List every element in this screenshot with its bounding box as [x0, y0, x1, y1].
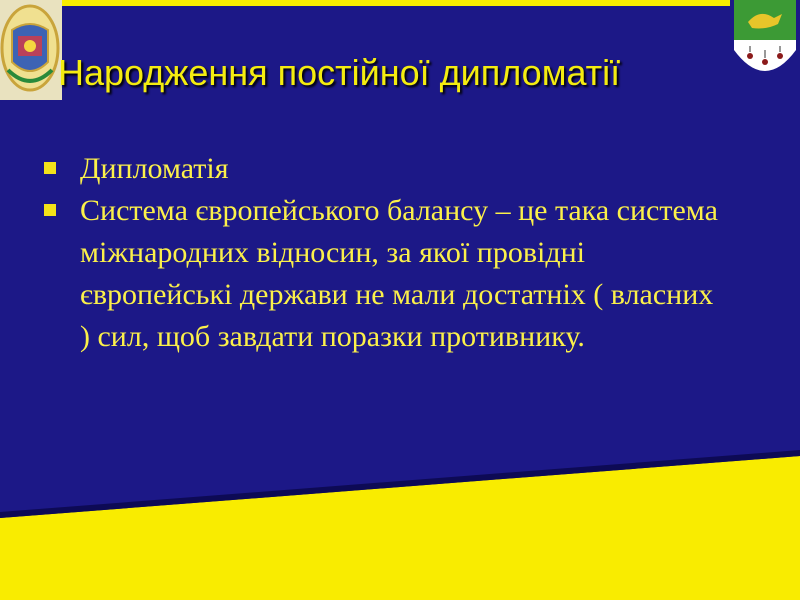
bullet-item — [44, 148, 724, 190]
bullet-text: Система європейського балансу – це така система міжнародних відносин, за якої провідні європейські держави не мали достатніх ( власних ) сил, щоб завдати поразки противнику. — [80, 194, 718, 353]
bullet-list — [44, 148, 724, 358]
bullet-square-icon — [44, 162, 56, 174]
bullet-square-icon — [44, 204, 56, 216]
bullet-text: Дипломатія — [80, 152, 229, 185]
slide-title: Народження постійної дипломатії — [58, 52, 621, 93]
bullet-item — [44, 190, 724, 358]
coat-of-arms-left-icon — [0, 0, 62, 100]
